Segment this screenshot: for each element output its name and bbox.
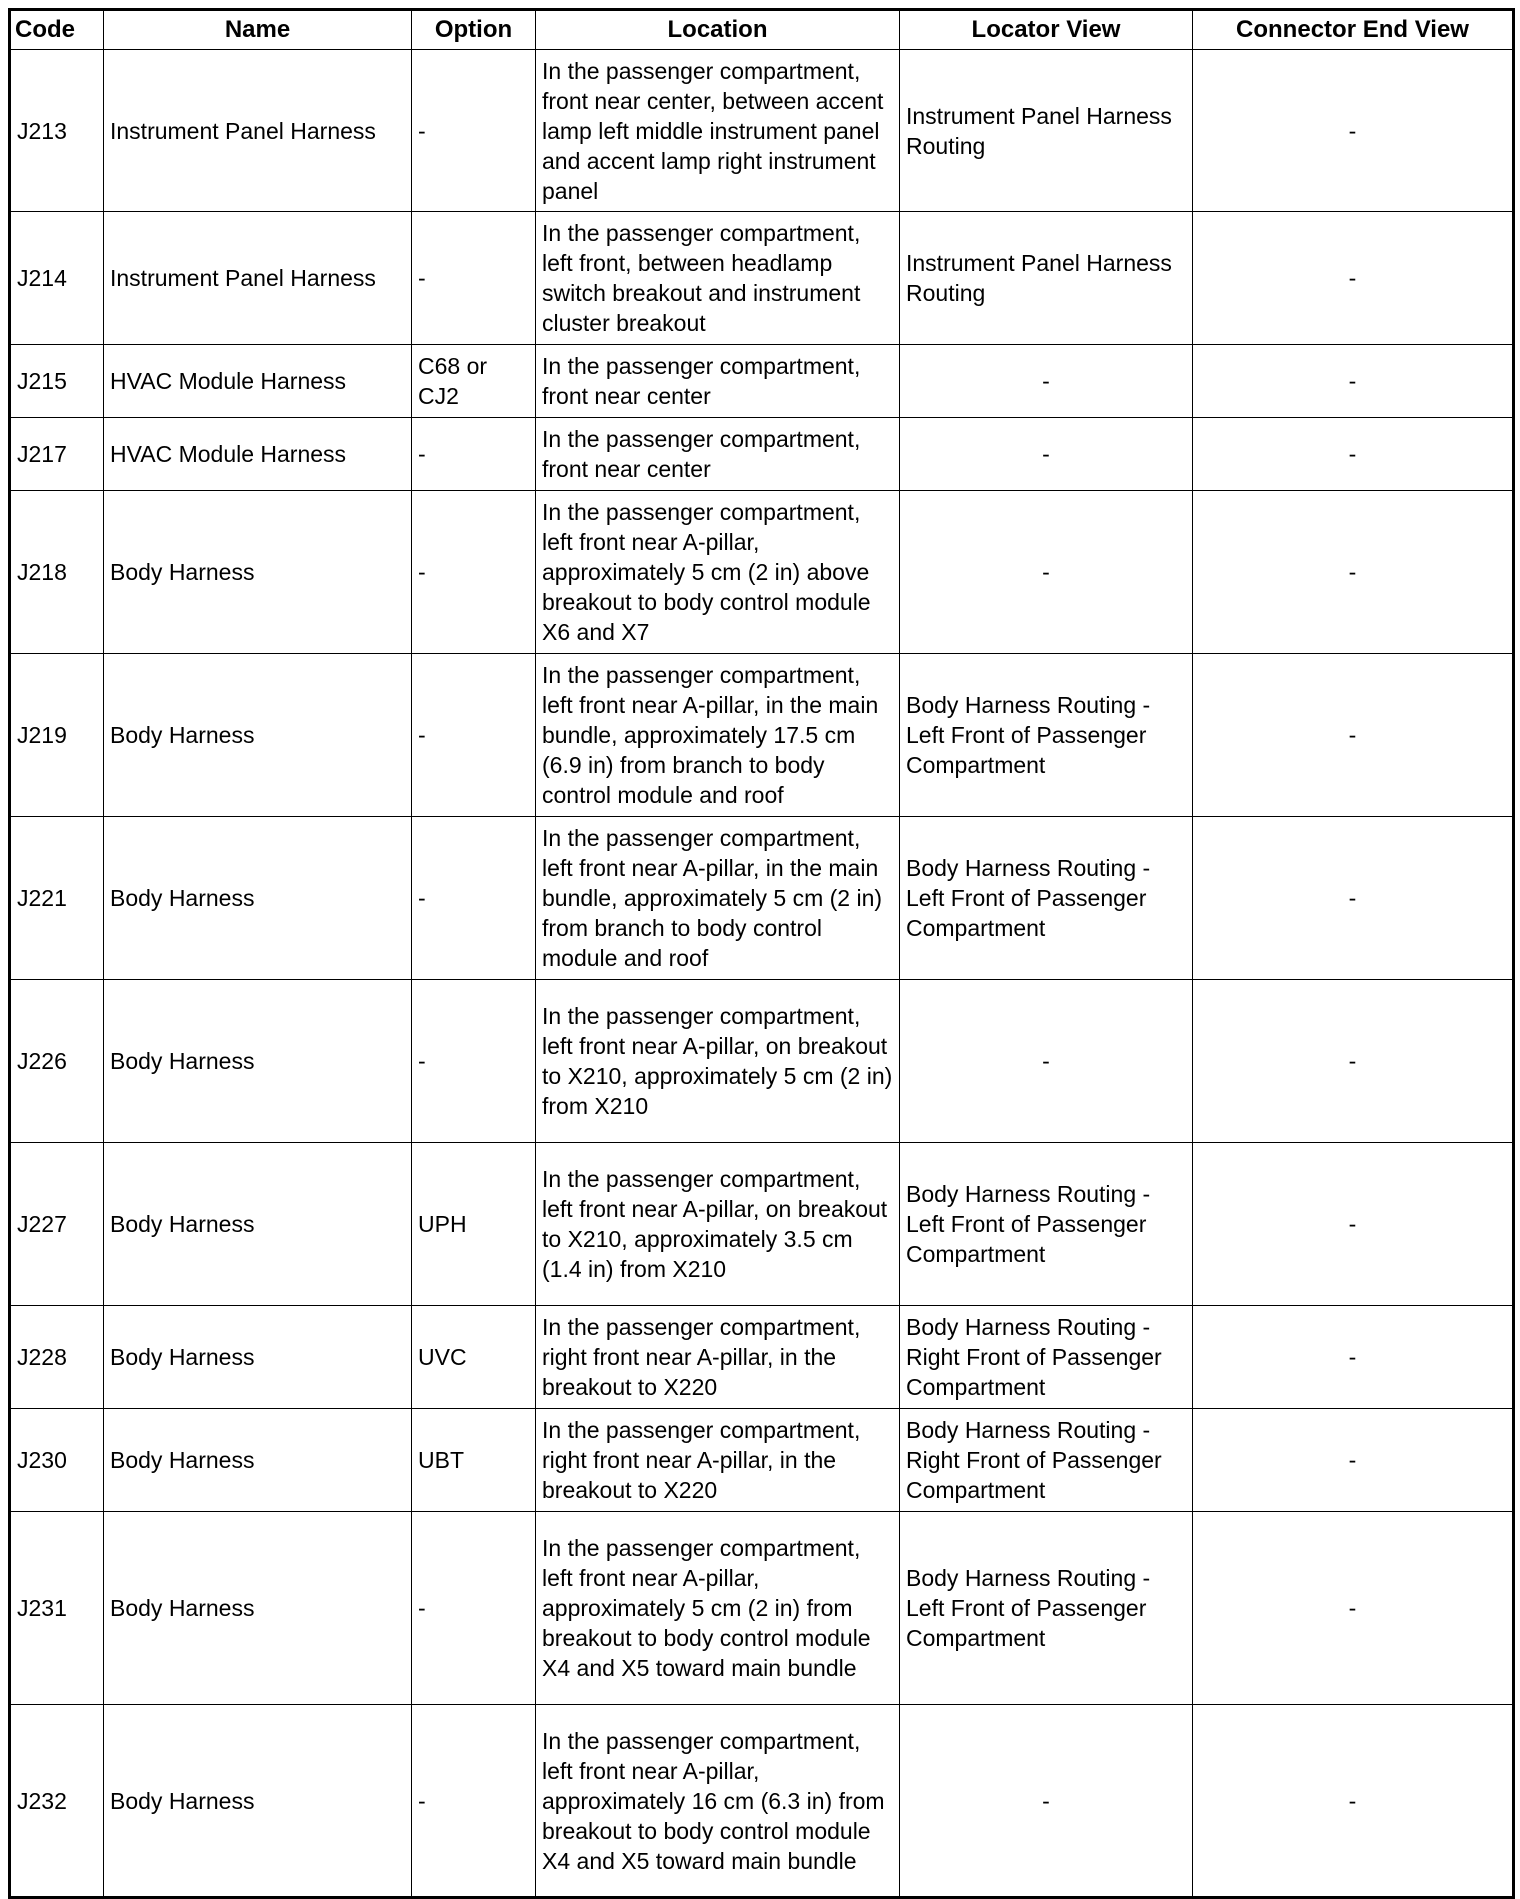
cell-locator-view: Body Harness Routing - Left Front of Passenger Compartment [900, 1512, 1193, 1705]
cell-connector-end-view: - [1193, 345, 1514, 418]
table-row [10, 345, 1514, 418]
cell-connector-end-view: - [1193, 1705, 1514, 1898]
table-row [10, 212, 1514, 345]
cell-locator-view: - [900, 418, 1193, 491]
cell-code: J232 [10, 1705, 104, 1898]
cell-locator-view: Body Harness Routing - Left Front of Passenger Compartment [900, 1143, 1193, 1306]
cell-locator-view: Body Harness Routing - Right Front of Passenger Compartment [900, 1409, 1193, 1512]
cell-option: - [412, 212, 536, 345]
table-row [10, 654, 1514, 817]
table-row [10, 1705, 1514, 1898]
cell-option: - [412, 980, 536, 1143]
cell-location: In the passenger compartment, left front near A-pillar, in the main bundle, approximately 5 cm (2 in) from branch to body control module and roof [536, 817, 900, 980]
cell-connector-end-view: - [1193, 418, 1514, 491]
table-row [10, 418, 1514, 491]
table-header-row [10, 10, 1514, 50]
cell-connector-end-view: - [1193, 491, 1514, 654]
cell-location: In the passenger compartment, front near center [536, 418, 900, 491]
cell-code: J230 [10, 1409, 104, 1512]
cell-location: In the passenger compartment, right front near A-pillar, in the breakout to X220 [536, 1409, 900, 1512]
cell-option: - [412, 817, 536, 980]
cell-locator-view: Body Harness Routing - Left Front of Passenger Compartment [900, 654, 1193, 817]
cell-connector-end-view: - [1193, 1512, 1514, 1705]
cell-connector-end-view: - [1193, 654, 1514, 817]
header-option: Option [412, 10, 536, 50]
header-location: Location [536, 10, 900, 50]
connector-table [8, 8, 1515, 1899]
cell-option: - [412, 1512, 536, 1705]
cell-code: J218 [10, 491, 104, 654]
table-row [10, 1512, 1514, 1705]
cell-locator-view: - [900, 980, 1193, 1143]
cell-name: Body Harness [104, 980, 412, 1143]
cell-code: J228 [10, 1306, 104, 1409]
table-row [10, 491, 1514, 654]
cell-name: HVAC Module Harness [104, 345, 412, 418]
header-code: Code [10, 10, 104, 50]
cell-name: Body Harness [104, 1512, 412, 1705]
table-row [10, 50, 1514, 212]
cell-locator-view: Body Harness Routing - Left Front of Passenger Compartment [900, 817, 1193, 980]
cell-option: UVC [412, 1306, 536, 1409]
cell-locator-view: - [900, 345, 1193, 418]
cell-connector-end-view: - [1193, 817, 1514, 980]
table-row [10, 1409, 1514, 1512]
cell-code: J226 [10, 980, 104, 1143]
cell-name: Body Harness [104, 1409, 412, 1512]
cell-connector-end-view: - [1193, 1306, 1514, 1409]
cell-option: C68 or CJ2 [412, 345, 536, 418]
cell-location: In the passenger compartment, left front near A-pillar, approximately 5 cm (2 in) from breakout to body control module X4 and X5 toward main bundle [536, 1512, 900, 1705]
cell-locator-view: - [900, 491, 1193, 654]
cell-name: HVAC Module Harness [104, 418, 412, 491]
cell-option: - [412, 418, 536, 491]
cell-code: J215 [10, 345, 104, 418]
cell-location: In the passenger compartment, front near center [536, 345, 900, 418]
cell-name: Body Harness [104, 491, 412, 654]
cell-code: J213 [10, 50, 104, 212]
cell-name: Body Harness [104, 1705, 412, 1898]
cell-connector-end-view: - [1193, 1409, 1514, 1512]
cell-code: J214 [10, 212, 104, 345]
cell-name: Body Harness [104, 654, 412, 817]
cell-location: In the passenger compartment, left front near A-pillar, approximately 5 cm (2 in) above breakout to body control module X6 and X7 [536, 491, 900, 654]
cell-location: In the passenger compartment, left front near A-pillar, approximately 16 cm (6.3 in) from breakout to body control module X4 and X5 toward main bundle [536, 1705, 900, 1898]
cell-locator-view: Instrument Panel Harness Routing [900, 50, 1193, 212]
cell-location: In the passenger compartment, left front near A-pillar, on breakout to X210, approximately 3.5 cm (1.4 in) from X210 [536, 1143, 900, 1306]
cell-location: In the passenger compartment, left front, between headlamp switch breakout and instrument cluster breakout [536, 212, 900, 345]
header-locator-view: Locator View [900, 10, 1193, 50]
cell-locator-view: - [900, 1705, 1193, 1898]
cell-name: Instrument Panel Harness [104, 212, 412, 345]
table-row [10, 980, 1514, 1143]
table-row [10, 817, 1514, 980]
cell-name: Instrument Panel Harness [104, 50, 412, 212]
cell-option: UPH [412, 1143, 536, 1306]
cell-locator-view: Body Harness Routing - Right Front of Passenger Compartment [900, 1306, 1193, 1409]
cell-code: J231 [10, 1512, 104, 1705]
cell-option: UBT [412, 1409, 536, 1512]
cell-code: J227 [10, 1143, 104, 1306]
cell-name: Body Harness [104, 1306, 412, 1409]
cell-name: Body Harness [104, 817, 412, 980]
cell-name: Body Harness [104, 1143, 412, 1306]
cell-code: J219 [10, 654, 104, 817]
cell-option: - [412, 491, 536, 654]
cell-connector-end-view: - [1193, 1143, 1514, 1306]
table-row [10, 1143, 1514, 1306]
cell-location: In the passenger compartment, left front near A-pillar, on breakout to X210, approximately 5 cm (2 in) from X210 [536, 980, 900, 1143]
cell-option: - [412, 50, 536, 212]
cell-location: In the passenger compartment, right front near A-pillar, in the breakout to X220 [536, 1306, 900, 1409]
cell-connector-end-view: - [1193, 50, 1514, 212]
header-name: Name [104, 10, 412, 50]
cell-code: J217 [10, 418, 104, 491]
cell-locator-view: Instrument Panel Harness Routing [900, 212, 1193, 345]
cell-location: In the passenger compartment, left front near A-pillar, in the main bundle, approximately 17.5 cm (6.9 in) from branch to body control module and roof [536, 654, 900, 817]
cell-option: - [412, 654, 536, 817]
cell-location: In the passenger compartment, front near center, between accent lamp left middle instrument panel and accent lamp right instrument panel [536, 50, 900, 212]
cell-code: J221 [10, 817, 104, 980]
cell-option: - [412, 1705, 536, 1898]
cell-connector-end-view: - [1193, 212, 1514, 345]
table-row [10, 1306, 1514, 1409]
header-connector-end-view: Connector End View [1193, 10, 1514, 50]
cell-connector-end-view: - [1193, 980, 1514, 1143]
